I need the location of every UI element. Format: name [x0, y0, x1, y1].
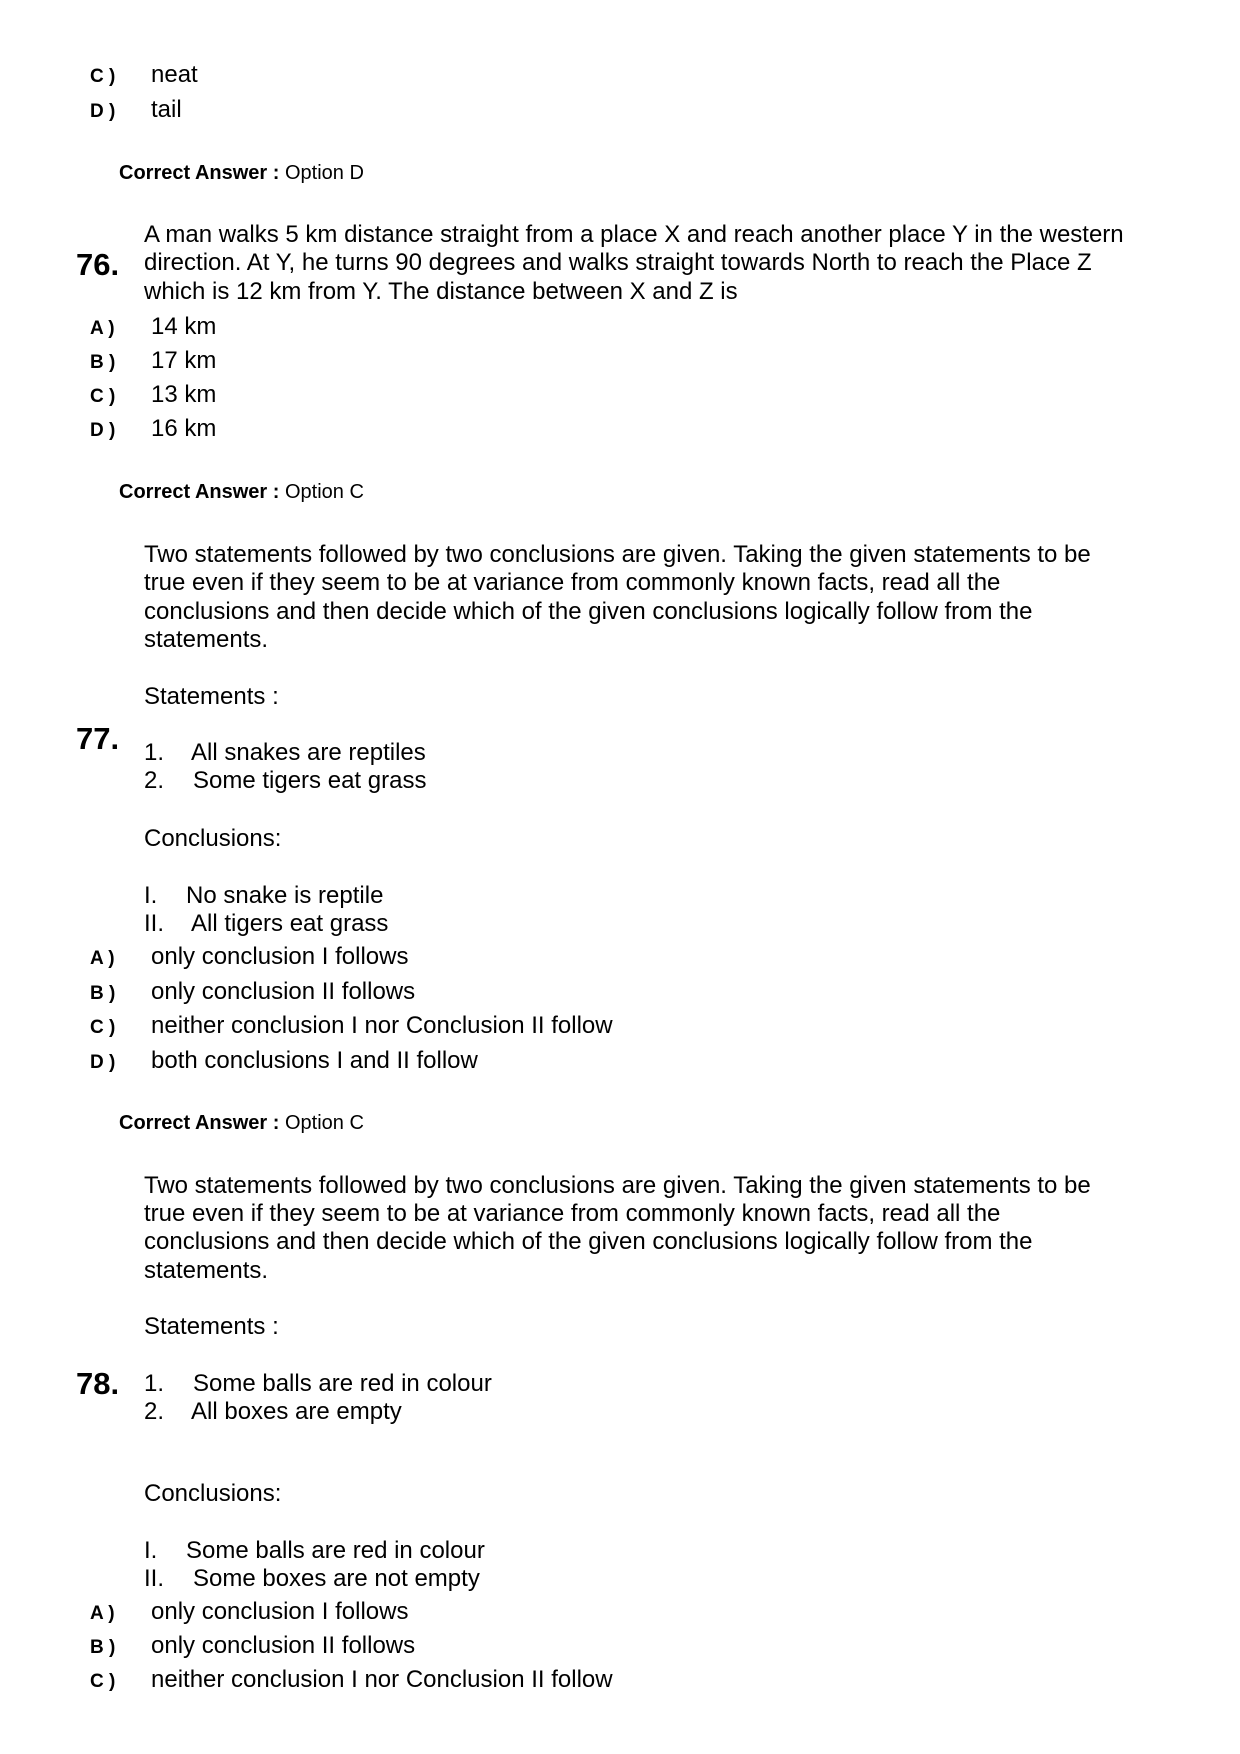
option-text: only conclusion II follows [151, 978, 416, 1005]
question-text-line: A man walks 5 km distance straight from a place X and reach another place Y in the western [144, 221, 1124, 248]
question-number: 76. [76, 247, 120, 282]
conclusion-text: Some balls are red in colour [186, 1537, 485, 1564]
option-letter: C ) [90, 1017, 116, 1038]
question-intro-line: Two statements followed by two conclusions are given. Taking the given statements to be [144, 1172, 1091, 1199]
option-letter: B ) [90, 983, 116, 1004]
question-number: 77. [76, 721, 120, 756]
statement-text: Some tigers eat grass [193, 767, 427, 794]
option-letter: A ) [90, 948, 115, 969]
option-text: 13 km [151, 381, 217, 408]
correct-answer [119, 1112, 364, 1135]
option-letter: D ) [90, 1052, 116, 1073]
option-letter: C ) [90, 386, 116, 407]
conclusion-text: No snake is reptile [186, 882, 384, 909]
correct-answer-label: Correct Answer : [119, 481, 280, 503]
option-text: tail [151, 96, 182, 123]
option-text: only conclusion I follows [151, 943, 409, 970]
option-letter: D ) [90, 420, 116, 441]
question-intro-line: statements. [144, 1257, 269, 1284]
option-letter: B ) [90, 1637, 116, 1658]
conclusion-number: II. [144, 1565, 165, 1592]
statement-text: Some balls are red in colour [193, 1370, 492, 1397]
conclusion-number: I. [144, 1537, 158, 1564]
conclusion-text: All tigers eat grass [191, 910, 389, 937]
conclusion-text: Some boxes are not empty [193, 1565, 480, 1592]
option-text: 17 km [151, 347, 217, 374]
option-text: neither conclusion I nor Conclusion II follow [151, 1666, 613, 1693]
question-intro-line: statements. [144, 626, 269, 653]
correct-answer-value: Option D [284, 162, 364, 184]
conclusions-label: Conclusions: [144, 825, 282, 852]
correct-answer [119, 162, 364, 185]
question-text-line: direction. At Y, he turns 90 degrees and walks straight towards North to reach the Place Z [144, 249, 1092, 276]
question-intro-line: conclusions and then decide which of the given conclusions logically follow from the [144, 598, 1033, 625]
option-letter: A ) [90, 1603, 115, 1624]
option-letter: C ) [90, 66, 116, 87]
conclusion-number: I. [144, 882, 158, 909]
option-letter: C ) [90, 1671, 116, 1692]
conclusions-label: Conclusions: [144, 1480, 282, 1507]
statement-number: 2. [144, 767, 165, 794]
option-text: neither conclusion I nor Conclusion II follow [151, 1012, 613, 1039]
question-number: 78. [76, 1366, 120, 1401]
option-text: only conclusion II follows [151, 1632, 416, 1659]
correct-answer-label: Correct Answer : [119, 1112, 280, 1134]
correct-answer [119, 481, 364, 504]
statement-number: 2. [144, 1398, 165, 1425]
option-letter: A ) [90, 318, 115, 339]
question-text-line: which is 12 km from Y. The distance between X and Z is [144, 278, 738, 305]
option-text: 16 km [151, 415, 217, 442]
correct-answer-label: Correct Answer : [119, 162, 280, 184]
correct-answer-value: Option C [284, 481, 364, 503]
question-intro-line: conclusions and then decide which of the given conclusions logically follow from the [144, 1228, 1033, 1255]
statements-label: Statements : [144, 1313, 279, 1340]
option-text: 14 km [151, 313, 217, 340]
conclusion-number: II. [144, 910, 165, 937]
statement-text: All snakes are reptiles [191, 739, 426, 766]
question-intro-line: Two statements followed by two conclusions are given. Taking the given statements to be [144, 541, 1091, 568]
statement-number: 1. [144, 1370, 165, 1397]
correct-answer-value: Option C [284, 1112, 364, 1134]
option-letter: B ) [90, 352, 116, 373]
option-letter: D ) [90, 101, 116, 122]
option-text: only conclusion I follows [151, 1598, 409, 1625]
statement-text: All boxes are empty [191, 1398, 402, 1425]
question-intro-line: true even if they seem to be at variance from commonly known facts, read all the [144, 569, 1001, 596]
statements-label: Statements : [144, 683, 279, 710]
question-intro-line: true even if they seem to be at variance from commonly known facts, read all the [144, 1200, 1001, 1227]
statement-number: 1. [144, 739, 165, 766]
option-text: both conclusions I and II follow [151, 1047, 478, 1074]
option-text: neat [151, 61, 198, 88]
